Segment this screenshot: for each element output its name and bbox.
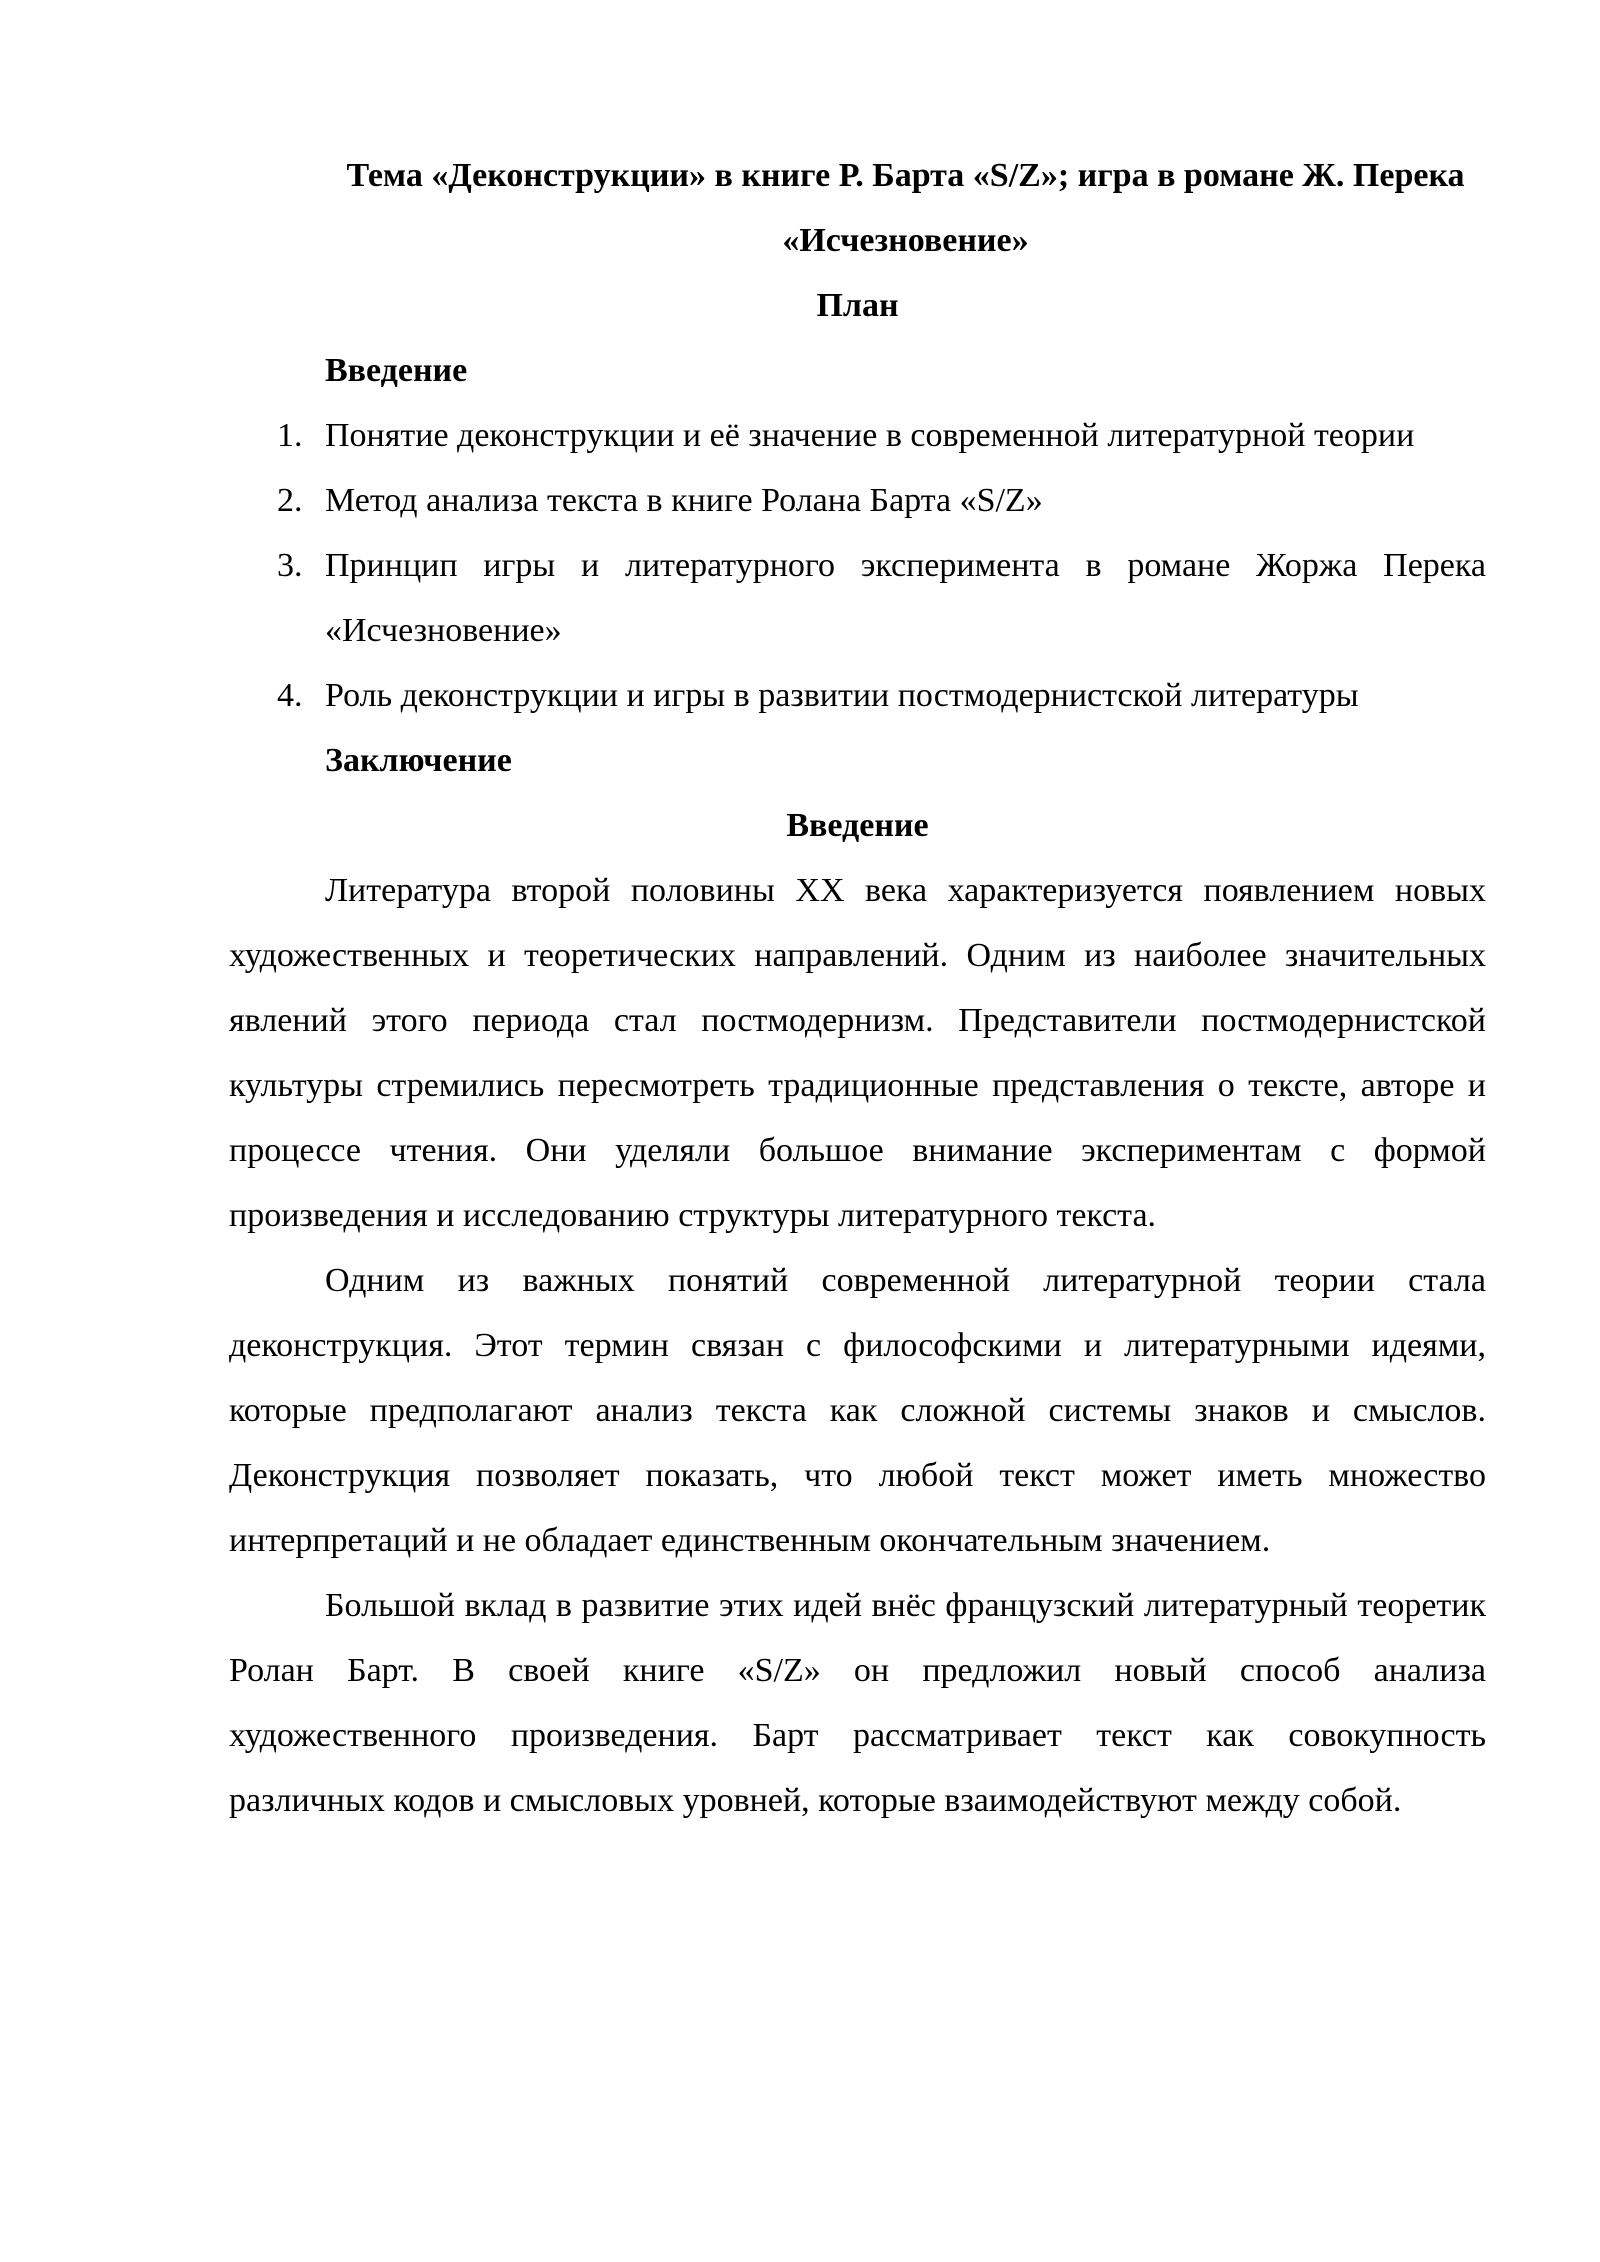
page-content	[229, 143, 1486, 1833]
plan-item-text: Принцип игры и литературного эксперимента в романе Жоржа Перека «Исчезновение»	[325, 547, 1486, 649]
plan-item-number: 2.	[277, 482, 303, 519]
document-title: Тема «Деконструкции» в книге Р. Барта «S/Z»; игра в романе Ж. Перека «Исчезновение»	[346, 157, 1465, 259]
plan-item	[229, 533, 1486, 663]
plan-item	[229, 663, 1486, 728]
plan-item-number: 3.	[277, 547, 303, 584]
plan-item-text: Роль деконструкции и игры в развитии постмодернистской литературы	[325, 677, 1359, 714]
introduction-heading: Введение	[786, 807, 929, 844]
plan-item-text: Метод анализа текста в книге Ролана Барта «S/Z»	[325, 482, 1043, 519]
plan-item	[229, 403, 1486, 468]
plan-list	[229, 403, 1486, 728]
plan-item-number: 1.	[277, 417, 303, 454]
introduction-paragraph: Одним из важных понятий современной литературной теории стала деконструкция. Этот термин связан с философскими и литературными идеями, которые предполагают анализ текста как сложной системы знаков и смыслов. Деконструкция позволяет показать, что любой текст может иметь множество интерпретаций и не обладает единственным окончательным значением.	[229, 1262, 1486, 1559]
plan-item-number: 4.	[277, 677, 303, 714]
introduction-paragraph: Большой вклад в развитие этих идей внёс французский литературный теоретик Ролан Барт. В своей книге «S/Z» он предложил новый способ анализа художественного произведения. Барт рассматривает текст как совокупность различных кодов и смысловых уровней, которые взаимодействуют между собой.	[229, 1587, 1486, 1819]
plan-introduction-label: Введение	[325, 352, 468, 389]
plan-conclusion-label: Заключение	[325, 742, 512, 779]
plan-item-text: Понятие деконструкции и её значение в современной литературной теории	[325, 417, 1415, 454]
introduction-paragraph: Литература второй половины XX века характеризуется появлением новых художественных и теоретических направлений. Одним из наиболее значительных явлений этого периода стал постмодернизм. Представители постмодернистской культуры стремились пересмотреть традиционные представления о тексте, авторе и процессе чтения. Они уделяли большое внимание экспериментам с формой произведения и исследованию структуры литературного текста.	[229, 872, 1486, 1234]
plan-item	[229, 468, 1486, 533]
plan-heading: План	[816, 287, 899, 324]
